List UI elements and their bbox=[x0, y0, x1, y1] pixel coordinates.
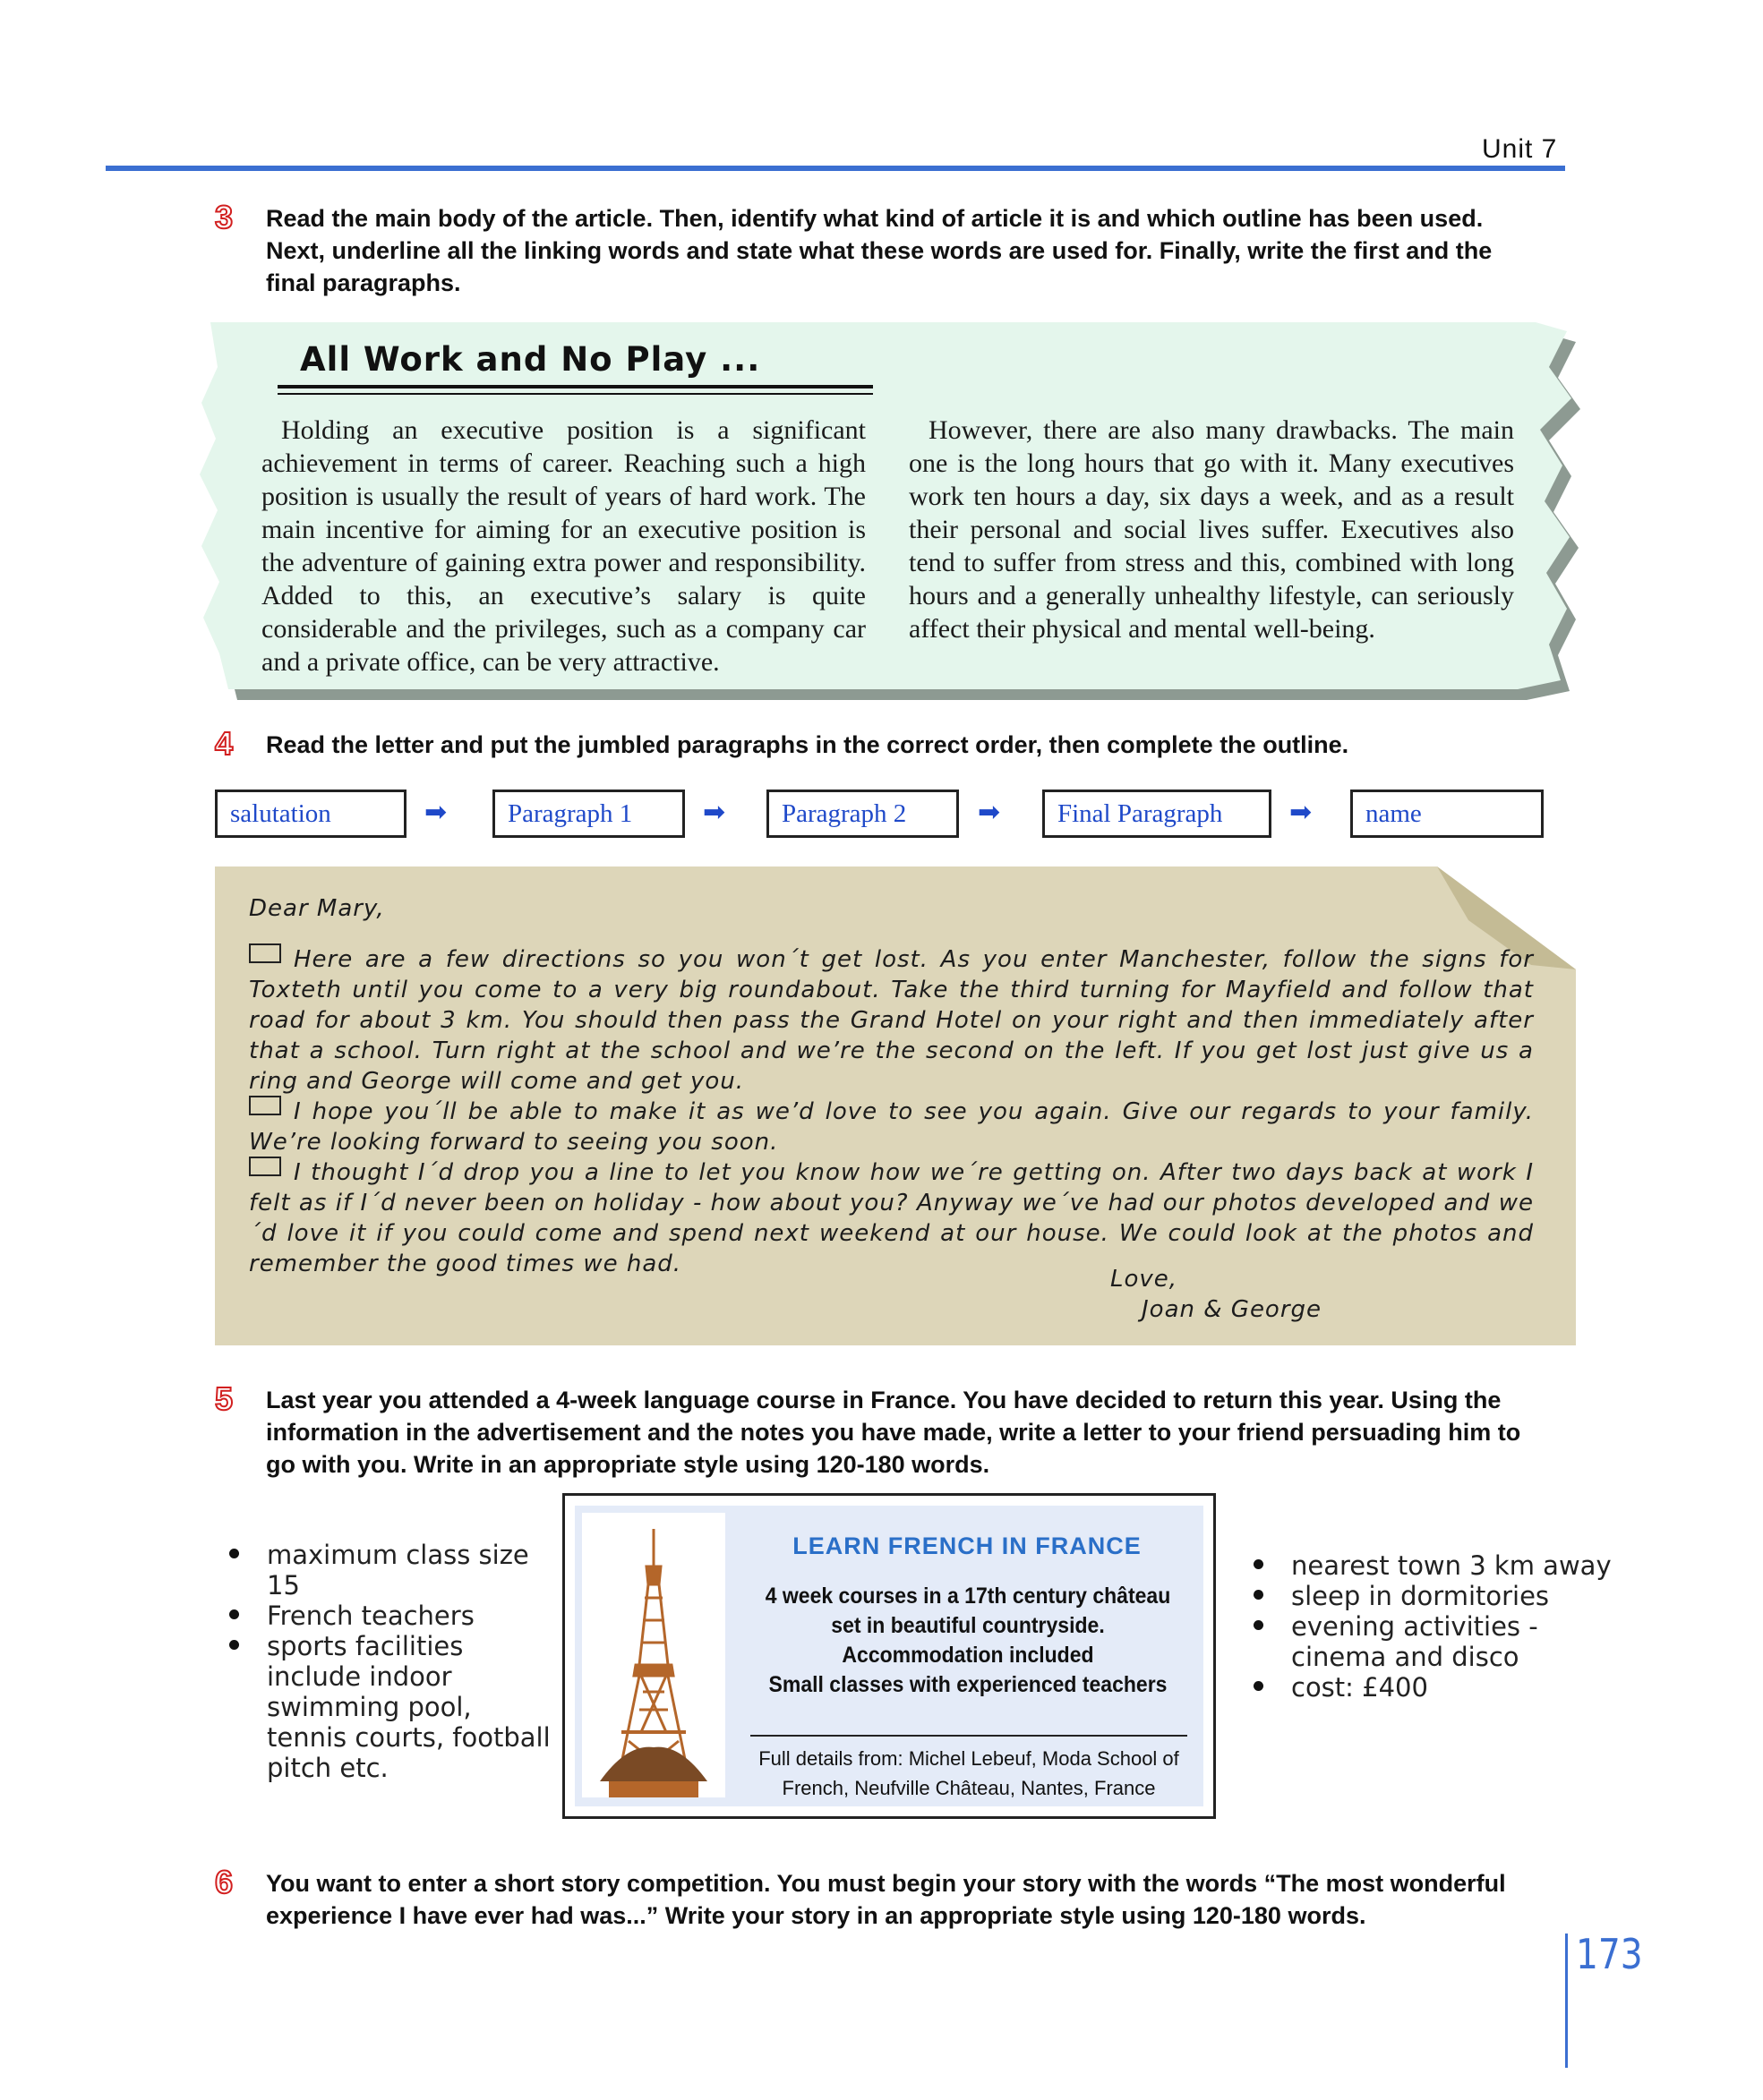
ad-line: Accommodation included bbox=[842, 1643, 1094, 1668]
article-paragraph-1: Holding an executive position is a significant achievement in terms of career. Reaching such a high position is usually the result of years of hard work. The main incentive for aiming for an executive position is the adventure of gaining extra power and responsibility. Added to this, an executive’s salary is quite considerable and the privileges, such as a company car and a private office, can be very attractive. bbox=[261, 415, 866, 677]
page-number: 173 bbox=[1576, 1930, 1643, 1978]
exercise-3-number: 3 bbox=[215, 199, 234, 235]
letter-closing: Love, bbox=[1110, 1266, 1178, 1293]
letter-paragraph: I thought I´d drop you a line to let you know how we´re getting on. After two days back at work I felt as if I´d never been on holiday - how about you? Anyway we´ve had our photos developed and we´d love it if you could come and spend next weekend at our house. We could look at the photos and remember the good times we had. bbox=[249, 1157, 1534, 1279]
exercise-5-number: 5 bbox=[215, 1380, 234, 1417]
order-checkbox[interactable] bbox=[249, 943, 281, 963]
title-underline bbox=[278, 385, 873, 388]
outline-box-final-paragraph[interactable]: Final Paragraph bbox=[1042, 790, 1271, 838]
exercise-3-instruction: Read the main body of the article. Then, identify what kind of article it is and which outline has been used. Next, underline all the linking words and state what these words are used for. Finally, write the first and the final paragraphs. bbox=[266, 205, 1493, 296]
outline-box-salutation[interactable]: salutation bbox=[215, 790, 407, 838]
ad-line: Small classes with experienced teachers bbox=[768, 1672, 1168, 1697]
note-item: evening activities - cinema and disco bbox=[1291, 1611, 1613, 1672]
arrow-icon: ➡ bbox=[978, 798, 1001, 827]
arrow-icon: ➡ bbox=[1289, 798, 1313, 827]
article-paragraph-2: However, there are also many drawbacks. The main one is the long hours that go with it. Many executives work ten hours a day, six days a week, and as a result their personal and social lives suffer. Executives also tend to suffer from stress and this, combined with long hours and a generally unhealthy lifestyle, can seriously affect their physical and mental well-being. bbox=[909, 415, 1514, 644]
note-item: nearest town 3 km away bbox=[1291, 1550, 1613, 1581]
note-item: sports facilities include indoor swimming pool, tennis courts, football pitch etc. bbox=[267, 1631, 553, 1783]
exercise-6-number: 6 bbox=[215, 1864, 234, 1900]
article-title: All Work and No Play ... bbox=[300, 340, 761, 379]
order-checkbox[interactable] bbox=[249, 1096, 281, 1115]
ad-body bbox=[751, 1582, 1185, 1700]
outline-box-paragraph-2[interactable]: Paragraph 2 bbox=[766, 790, 959, 838]
order-checkbox[interactable] bbox=[249, 1157, 281, 1176]
arrow-icon: ➡ bbox=[703, 798, 726, 827]
note-item: French teachers bbox=[267, 1601, 553, 1631]
ad-footer: Full details from: Michel Lebeuf, Moda School of French, Neufville Château, Nantes, France bbox=[758, 1747, 1179, 1799]
letter-paragraph: I hope you´ll be able to make it as we’d love to see you again. Give our regards to your family. We’re looking forward to seeing you soon. bbox=[249, 1096, 1534, 1157]
outline-box-name[interactable]: name bbox=[1350, 790, 1544, 838]
eiffel-tower-illustration bbox=[582, 1513, 725, 1797]
header-rule bbox=[106, 166, 1565, 171]
ad-line: 4 week courses in a 17th century château set in beautiful countryside. bbox=[765, 1584, 1171, 1638]
note-item: cost: £400 bbox=[1291, 1672, 1613, 1703]
page-number-rule bbox=[1565, 1934, 1568, 2068]
letter-paragraph: Here are a few directions so you won´t get lost. As you enter Manchester, follow the signs for Toxteth until you come to a very big roundabout. Take the third turning for Mayfield and follow that road for about 3 km. You should then pass the Grand Hotel on your right and then immediately after that a school. Turn right at the school and we’re the second on the left. If you get lost just give us a ring and George will come and get you. bbox=[249, 943, 1534, 1097]
note-item: maximum class size 15 bbox=[267, 1540, 553, 1601]
exercise-4-instruction: Read the letter and put the jumbled paragraphs in the correct order, then complete the outline. bbox=[266, 731, 1349, 758]
outline-box-paragraph-1[interactable]: Paragraph 1 bbox=[492, 790, 685, 838]
ad-divider bbox=[750, 1735, 1187, 1737]
arrow-icon: ➡ bbox=[424, 798, 448, 827]
letter-signature: Joan & George bbox=[1142, 1296, 1322, 1323]
note-item: sleep in dormitories bbox=[1291, 1581, 1613, 1611]
notes-right bbox=[1255, 1550, 1613, 1703]
letter-greeting: Dear Mary, bbox=[249, 895, 385, 922]
notes-left bbox=[231, 1540, 553, 1783]
exercise-5-instruction: Last year you attended a 4-week language course in France. You have decided to return this year. Using the information in the advertisement and the notes you have made, write a letter to your friend persuading him to go with you. Write in an appropriate style using 120-180 words. bbox=[266, 1387, 1521, 1478]
exercise-4-number: 4 bbox=[215, 725, 234, 762]
unit-label: Unit 7 bbox=[1482, 134, 1558, 164]
title-underline-thin bbox=[278, 393, 873, 395]
ad-title: LEARN FRENCH IN FRANCE bbox=[792, 1532, 1142, 1559]
exercise-6-instruction: You want to enter a short story competition. You must begin your story with the words “The most wonderful experience I have ever had was...” Write your story in an appropriate style using 120-180 words. bbox=[266, 1870, 1506, 1929]
